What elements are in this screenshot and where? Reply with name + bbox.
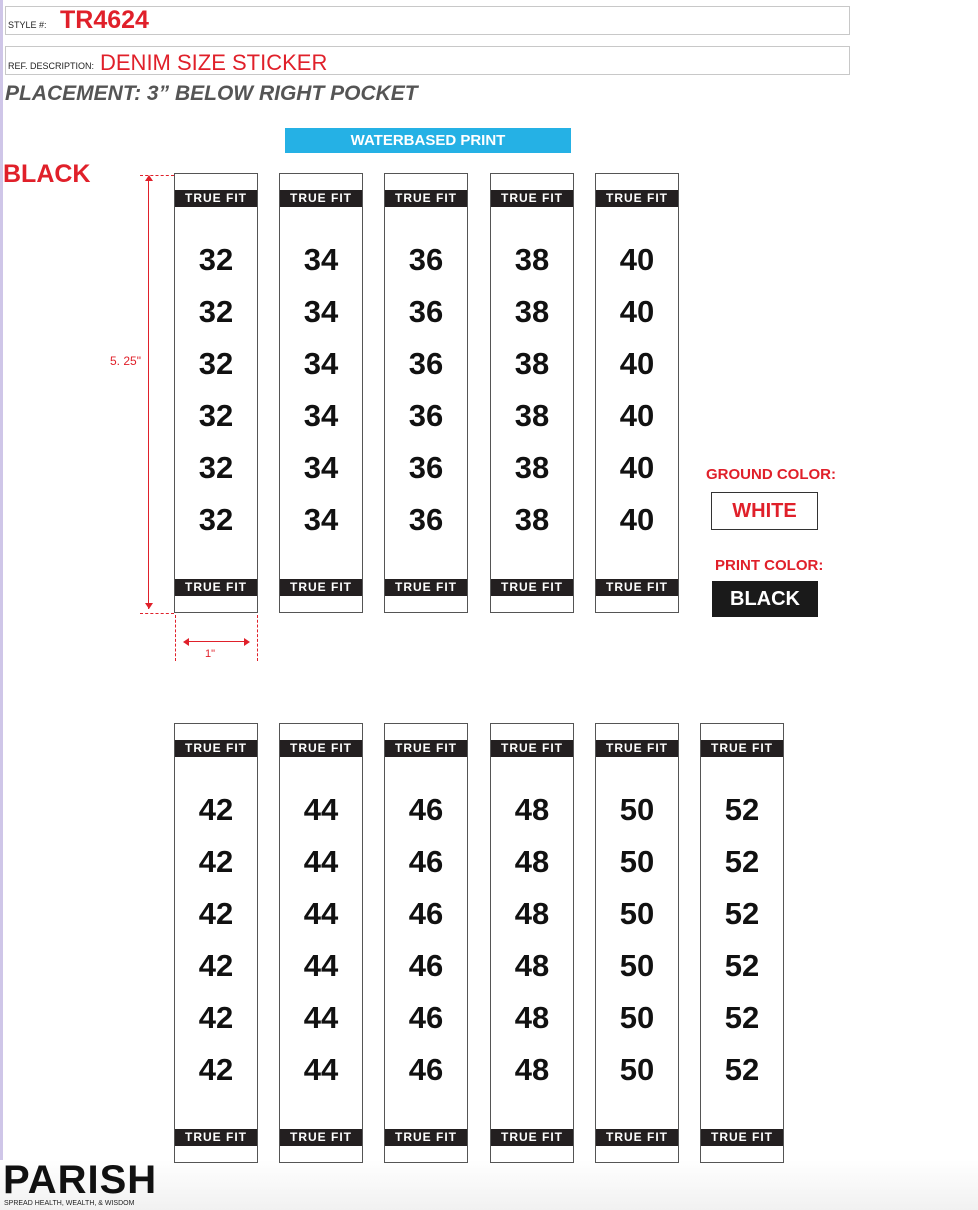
brand-label-bottom: TRUE FIT xyxy=(385,579,467,596)
size-number: 32 xyxy=(198,242,234,277)
size-number: 48 xyxy=(514,948,550,983)
size-number: 34 xyxy=(303,294,339,329)
size-number: 34 xyxy=(303,346,339,381)
ref-description-value: DENIM SIZE STICKER xyxy=(100,50,328,75)
brand-label-bottom: TRUE FIT xyxy=(385,1129,467,1146)
size-number: 40 xyxy=(619,450,655,485)
size-number: 46 xyxy=(408,844,444,879)
size-number: 34 xyxy=(303,242,339,277)
size-number: 40 xyxy=(619,242,655,277)
style-number: TR4624 xyxy=(60,6,149,34)
brand-label-top: TRUE FIT xyxy=(280,190,362,207)
print-color-swatch: BLACK xyxy=(712,581,818,617)
size-number: 50 xyxy=(619,844,655,879)
size-number: 44 xyxy=(303,948,339,983)
height-dim-bottom-guide xyxy=(140,613,174,614)
print-type-bar: WATERBASED PRINT xyxy=(285,128,571,153)
brand-label-top: TRUE FIT xyxy=(385,190,467,207)
size-number: 42 xyxy=(198,1000,234,1035)
size-number: 40 xyxy=(619,346,655,381)
size-number: 36 xyxy=(408,294,444,329)
size-number: 38 xyxy=(514,242,550,277)
size-number: 46 xyxy=(408,1052,444,1087)
size-number: 48 xyxy=(514,896,550,931)
size-sticker-44 xyxy=(279,723,363,1163)
size-number: 44 xyxy=(303,844,339,879)
size-number: 46 xyxy=(408,896,444,931)
size-number: 38 xyxy=(514,450,550,485)
size-number: 36 xyxy=(408,242,444,277)
brand-label-top: TRUE FIT xyxy=(596,740,678,757)
brand-label-top: TRUE FIT xyxy=(175,190,257,207)
brand-label-top: TRUE FIT xyxy=(596,190,678,207)
brand-label-top: TRUE FIT xyxy=(280,740,362,757)
size-number: 38 xyxy=(514,502,550,537)
size-number: 32 xyxy=(198,346,234,381)
size-sticker-36 xyxy=(384,173,468,613)
size-number: 40 xyxy=(619,502,655,537)
size-number: 52 xyxy=(724,844,760,879)
size-sticker-46 xyxy=(384,723,468,1163)
size-number: 48 xyxy=(514,844,550,879)
size-sticker-50 xyxy=(595,723,679,1163)
size-number: 40 xyxy=(619,294,655,329)
brand-label-bottom: TRUE FIT xyxy=(596,1129,678,1146)
style-field xyxy=(5,6,850,35)
size-number: 36 xyxy=(408,398,444,433)
style-label: STYLE #: xyxy=(8,20,47,30)
brand-label-bottom: TRUE FIT xyxy=(596,579,678,596)
size-number: 52 xyxy=(724,896,760,931)
height-dim-label: 5. 25" xyxy=(110,354,141,368)
ground-color-label: GROUND COLOR: xyxy=(706,466,836,483)
size-sticker-38 xyxy=(490,173,574,613)
size-number: 42 xyxy=(198,1052,234,1087)
size-number: 32 xyxy=(198,398,234,433)
size-number: 34 xyxy=(303,398,339,433)
height-dim-line xyxy=(148,179,149,609)
size-number: 48 xyxy=(514,792,550,827)
size-number: 50 xyxy=(619,896,655,931)
size-number: 44 xyxy=(303,1052,339,1087)
brand-label-top: TRUE FIT xyxy=(491,740,573,757)
placement-note: PLACEMENT: 3” BELOW RIGHT POCKET xyxy=(5,82,418,105)
size-number: 38 xyxy=(514,294,550,329)
size-number: 48 xyxy=(514,1052,550,1087)
color-title: BLACK xyxy=(3,160,91,188)
size-sticker-52 xyxy=(700,723,784,1163)
size-number: 46 xyxy=(408,1000,444,1035)
size-number: 50 xyxy=(619,948,655,983)
size-number: 50 xyxy=(619,1000,655,1035)
size-number: 42 xyxy=(198,844,234,879)
brand-label-bottom: TRUE FIT xyxy=(491,1129,573,1146)
size-number: 32 xyxy=(198,450,234,485)
size-number: 42 xyxy=(198,948,234,983)
brand-label-bottom: TRUE FIT xyxy=(280,1129,362,1146)
brand-label-top: TRUE FIT xyxy=(491,190,573,207)
size-number: 38 xyxy=(514,398,550,433)
size-number: 42 xyxy=(198,896,234,931)
size-number: 40 xyxy=(619,398,655,433)
size-number: 32 xyxy=(198,294,234,329)
size-number: 50 xyxy=(619,1052,655,1087)
print-color-label: PRINT COLOR: xyxy=(715,557,824,574)
ground-color-swatch: WHITE xyxy=(711,492,818,530)
width-dim-arrow-left xyxy=(183,638,189,646)
height-dim-arrow-down xyxy=(145,603,153,609)
size-sticker-32 xyxy=(174,173,258,613)
size-sticker-42 xyxy=(174,723,258,1163)
size-number: 46 xyxy=(408,948,444,983)
size-number: 48 xyxy=(514,1000,550,1035)
brand-label-bottom: TRUE FIT xyxy=(175,579,257,596)
brand-label-top: TRUE FIT xyxy=(385,740,467,757)
size-number: 50 xyxy=(619,792,655,827)
ref-description-field xyxy=(5,46,850,75)
brand-label-bottom: TRUE FIT xyxy=(280,579,362,596)
size-number: 44 xyxy=(303,896,339,931)
size-sticker-34 xyxy=(279,173,363,613)
size-number: 44 xyxy=(303,792,339,827)
width-dim-line xyxy=(188,641,244,642)
ref-description-label: REF. DESCRIPTION: xyxy=(8,61,95,71)
width-dim-label: 1" xyxy=(205,648,216,660)
size-number: 42 xyxy=(198,792,234,827)
brand-label-top: TRUE FIT xyxy=(701,740,783,757)
width-dim-right-guide xyxy=(257,615,258,661)
brand-label-bottom: TRUE FIT xyxy=(175,1129,257,1146)
brand-label-bottom: TRUE FIT xyxy=(491,579,573,596)
parish-tagline: SPREAD HEALTH, WEALTH, & WISDOM xyxy=(4,1200,135,1207)
size-number: 36 xyxy=(408,346,444,381)
size-number: 36 xyxy=(408,502,444,537)
size-number: 52 xyxy=(724,792,760,827)
size-number: 46 xyxy=(408,792,444,827)
size-sticker-40 xyxy=(595,173,679,613)
size-number: 34 xyxy=(303,502,339,537)
size-number: 52 xyxy=(724,948,760,983)
size-number: 52 xyxy=(724,1052,760,1087)
width-dim-arrow-right xyxy=(244,638,250,646)
size-number: 34 xyxy=(303,450,339,485)
height-dim-arrow-up xyxy=(145,175,153,181)
width-dim-left-guide xyxy=(175,615,176,661)
size-number: 44 xyxy=(303,1000,339,1035)
size-sticker-48 xyxy=(490,723,574,1163)
brand-label-top: TRUE FIT xyxy=(175,740,257,757)
size-number: 36 xyxy=(408,450,444,485)
size-number: 32 xyxy=(198,502,234,537)
brand-label-bottom: TRUE FIT xyxy=(701,1129,783,1146)
parish-logo: PARISH xyxy=(3,1158,158,1202)
size-number: 38 xyxy=(514,346,550,381)
size-number: 52 xyxy=(724,1000,760,1035)
